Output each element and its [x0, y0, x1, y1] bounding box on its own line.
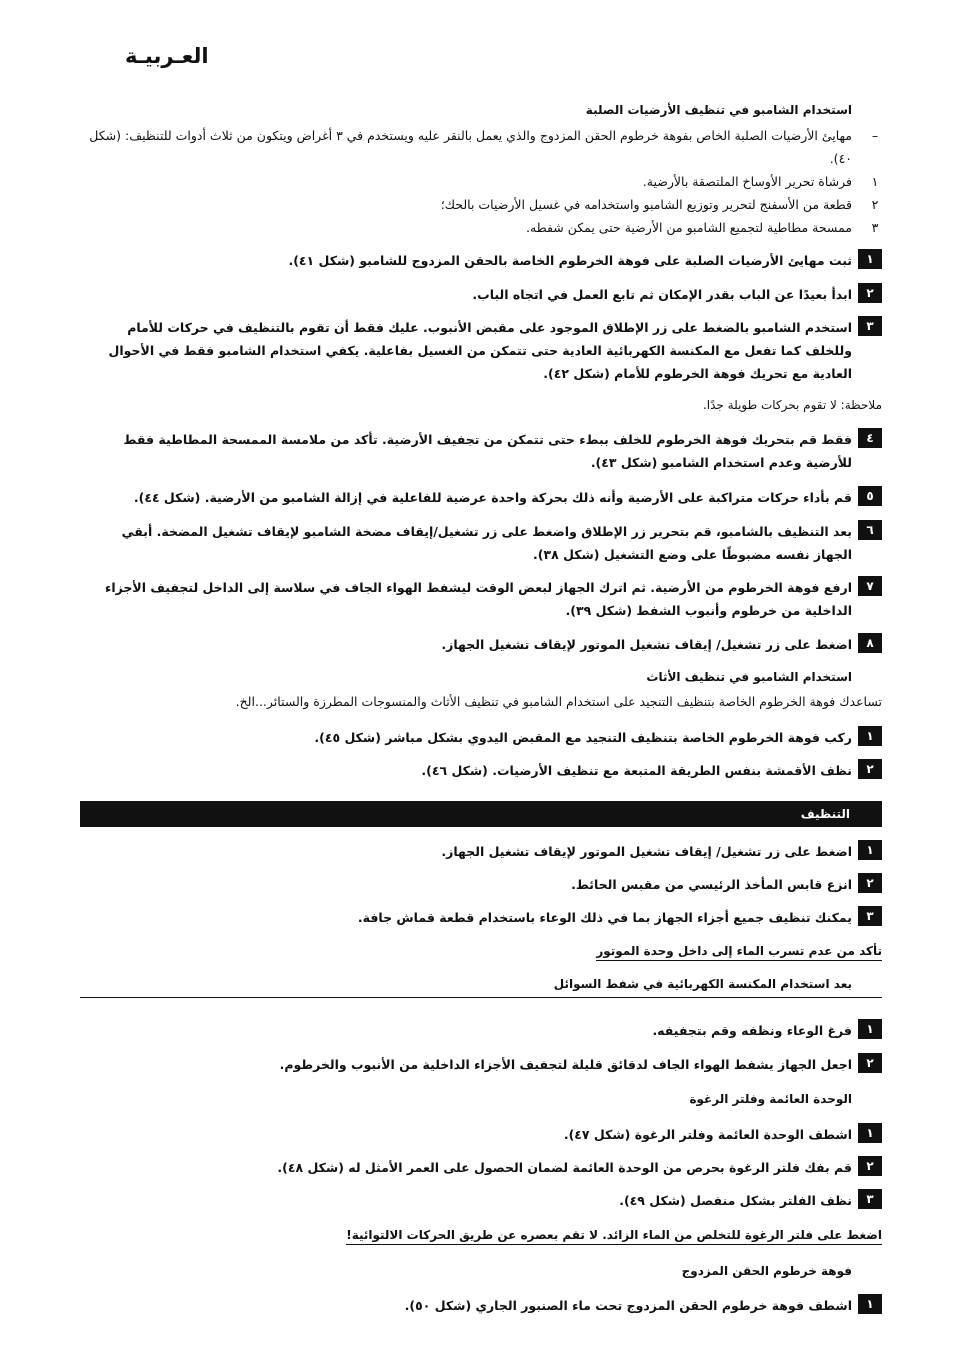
step-badge: ٣ — [858, 1189, 882, 1209]
step-text: ارفع فوهة الخرطوم من الأرضية. ثم اترك الجهاز لبعض الوقت ليشفط الهواء الجاف في سلاسة إلى الداخل لتجفيف الأجزاء الداخلية من خرطوم وأنبوب الشفط (شكل ٣٩). — [104, 580, 852, 618]
step-badge: ٣ — [858, 906, 882, 926]
warning-underlined: تأكد من عدم تسرب الماء إلى داخل وحدة الموتور — [596, 944, 882, 961]
step-text: استخدم الشامبو بالضغط على زر الإطلاق الموجود على مقبض الأنبوب. عليك فقط أن تقوم بالتنظيف في حركات للأمام وللخلف كما تفعل مع المكنسة الكهربائية العادية حتى تتمكن من الغسيل بفاعلية. يكفي استخدام الشامبو فقط في الأحوال العادية مع تحريك فوهة الخرطوم للأمام (شكل ٤٢). — [108, 320, 852, 381]
step-item — [80, 906, 882, 929]
step-text: اشطف فوهة خرطوم الحقن المزدوج تحت ماء الصنبور الجاري (شكل ٥٠). — [404, 1298, 852, 1313]
tool-number: ٣ — [871, 220, 879, 235]
dash-mark: – — [871, 128, 879, 143]
step-badge: ١ — [858, 1123, 882, 1143]
step-item — [80, 576, 882, 622]
step-text: فقط قم بتحريك فوهة الخرطوم للخلف ببطء حتى تتمكن من تجفيف الأرضية. تأكد من ملامسة الممسحة المطاطية فقط للأرضية وعدم استخدام الشامبو (شكل ٤٣). — [123, 432, 852, 470]
step-item — [80, 840, 882, 863]
step-badge: ٨ — [858, 633, 882, 653]
step-item — [80, 1019, 882, 1042]
step-item — [80, 283, 882, 306]
step-text: انزع قابس المأخذ الرئيسي من مقبس الحائط. — [571, 877, 852, 892]
section-heading-furniture: استخدام الشامبو في تنظيف الأثاث — [646, 670, 852, 684]
step-badge: ٢ — [858, 1156, 882, 1176]
warning-text — [596, 944, 882, 958]
step-badge: ١ — [858, 840, 882, 860]
step-badge: ٧ — [858, 576, 882, 596]
manual-page — [80, 0, 882, 1352]
step-item — [80, 486, 882, 509]
step-item — [80, 726, 882, 749]
step-item — [80, 1294, 882, 1317]
step-text: يمكنك تنظيف جميع أجزاء الجهاز بما في ذلك الوعاء باستخدام قطعة قماش جافة. — [357, 910, 852, 925]
tool-item — [80, 216, 882, 239]
step-item — [80, 1156, 882, 1179]
step-item — [80, 759, 882, 782]
tool-text: ممسحة مطاطية لتجميع الشامبو من الأرضية حتى يمكن شفطه. — [526, 220, 852, 235]
step-item — [80, 520, 882, 566]
step-item — [80, 249, 882, 272]
step-item — [80, 1123, 882, 1146]
step-text: ركب فوهة الخرطوم الخاصة بتنظيف التنجيد مع المقبض اليدوي بشكل مباشر (شكل ٤٥). — [314, 730, 852, 745]
step-badge: ٢ — [858, 283, 882, 303]
step-item — [80, 1189, 882, 1212]
tool-text: فرشاة تحرير الأوساخ الملتصقة بالأرضية. — [642, 174, 852, 189]
tool-text: قطعة من الأسفنج لتحرير وتوزيع الشامبو واستخدامه في غسيل الأرضيات بالحك؛ — [440, 197, 852, 212]
section-bar-cleaning: التنظيف — [80, 801, 882, 827]
step-item — [80, 316, 882, 385]
float-unit-heading: الوحدة العائمة وفلتر الرغوة — [689, 1092, 852, 1106]
step-text: فرغ الوعاء ونظفه وقم بتجفيفه. — [652, 1023, 852, 1038]
step-text: قم بأداء حركات متراكبة على الأرضية وأنه ذلك بحركة واحدة عرضية للفاعلية في إزالة الشامبو من الأرضية. (شكل ٤٤). — [133, 490, 852, 505]
furniture-intro: تساعدك فوهة الخرطوم الخاصة بتنظيف التنجيد على استخدام الشامبو في تنظيف الأثاث والمنسوجات المطرزة والستائر...الخ. — [235, 694, 882, 709]
after-liquid-heading: بعد استخدام المكنسة الكهربائية في شفط السوائل — [553, 977, 852, 991]
step-item — [80, 1053, 882, 1076]
step-text: قم بفك فلتر الرغوة بحرص من الوحدة العائمة لضمان الحصول على العمر الأمثل له (شكل ٤٨). — [277, 1160, 852, 1175]
float-warning — [346, 1228, 882, 1242]
tool-item — [80, 193, 882, 216]
nozzle-heading: فوهة خرطوم الحقن المزدوج — [681, 1264, 852, 1278]
step-item — [80, 873, 882, 896]
step-badge: ٣ — [858, 316, 882, 336]
step-badge: ٢ — [858, 1053, 882, 1073]
step-text: ثبت مهايئ الأرضيات الصلبة على فوهة الخرطوم الخاصة بالحقن المزدوج للشامبو (شكل ٤١). — [288, 253, 852, 268]
tool-item — [80, 170, 882, 193]
float-warning-underlined: اضغط على فلتر الرغوة للتخلص من الماء الزائد. لا تقم بعصره عن طريق الحركات الالتوائية! — [346, 1228, 882, 1245]
tool-number: ١ — [871, 174, 879, 189]
step-item — [80, 428, 882, 474]
divider-rule — [80, 997, 882, 998]
step-badge: ١ — [858, 726, 882, 746]
step-badge: ٥ — [858, 486, 882, 506]
step-text: اشطف الوحدة العائمة وفلتر الرغوة (شكل ٤٧). — [563, 1127, 852, 1142]
step-badge: ٢ — [858, 759, 882, 779]
step-item — [80, 633, 882, 656]
step-text: نظف الفلتر بشكل منفصل (شكل ٤٩). — [619, 1193, 852, 1208]
section-heading-hard-floors: استخدام الشامبو في تنظيف الأرضيات الصلبة — [585, 103, 852, 117]
step-text: اجعل الجهاز يشفط الهواء الجاف لدقائق قليلة لتجفيف الأجزاء الداخلية من الأنبوب والخرطوم. — [279, 1057, 852, 1072]
step-badge: ١ — [858, 1019, 882, 1039]
step-text: اضغط على زر تشغيل/ إيقاف تشغيل الموتور لإيقاف تشغيل الجهاز. — [441, 637, 852, 652]
step-text: اضغط على زر تشغيل/ إيقاف تشغيل الموتور لإيقاف تشغيل الجهاز. — [441, 844, 852, 859]
language-title: العـربيـة — [125, 44, 209, 68]
intro-text: مهايئ الأرضيات الصلبة الخاص بفوهة خرطوم الحقن المزدوج والذي يعمل بالنقر عليه ويستخدم في ٣ أغراض ويتكون من ثلاث أدوات للتنظيف: (شكل ٤٠). — [89, 128, 852, 166]
step-text: نظف الأقمشة بنفس الطريقة المتبعة مع تنظيف الأرضيات. (شكل ٤٦). — [421, 763, 852, 778]
tool-number: ٢ — [871, 197, 879, 212]
step-badge: ٦ — [858, 520, 882, 540]
step-badge: ٢ — [858, 873, 882, 893]
note-text: ملاحظة: لا تقوم بحركات طويلة جدًا. — [702, 398, 882, 412]
intro-paragraph — [80, 124, 882, 170]
step-badge: ٤ — [858, 428, 882, 448]
step-text: ابدأ بعيدًا عن الباب بقدر الإمكان ثم تابع العمل في اتجاه الباب. — [472, 287, 852, 302]
step-badge: ١ — [858, 1294, 882, 1314]
step-text: بعد التنظيف بالشامبو، قم بتحرير زر الإطلاق واضغط على زر تشغيل/إيقاف مضخة الشامبو لإيقاف تشغيل المضخة. أبقي الجهاز نفسه مضبوطًا على وضع التشغيل (شكل ٣٨). — [121, 524, 852, 562]
step-badge: ١ — [858, 249, 882, 269]
